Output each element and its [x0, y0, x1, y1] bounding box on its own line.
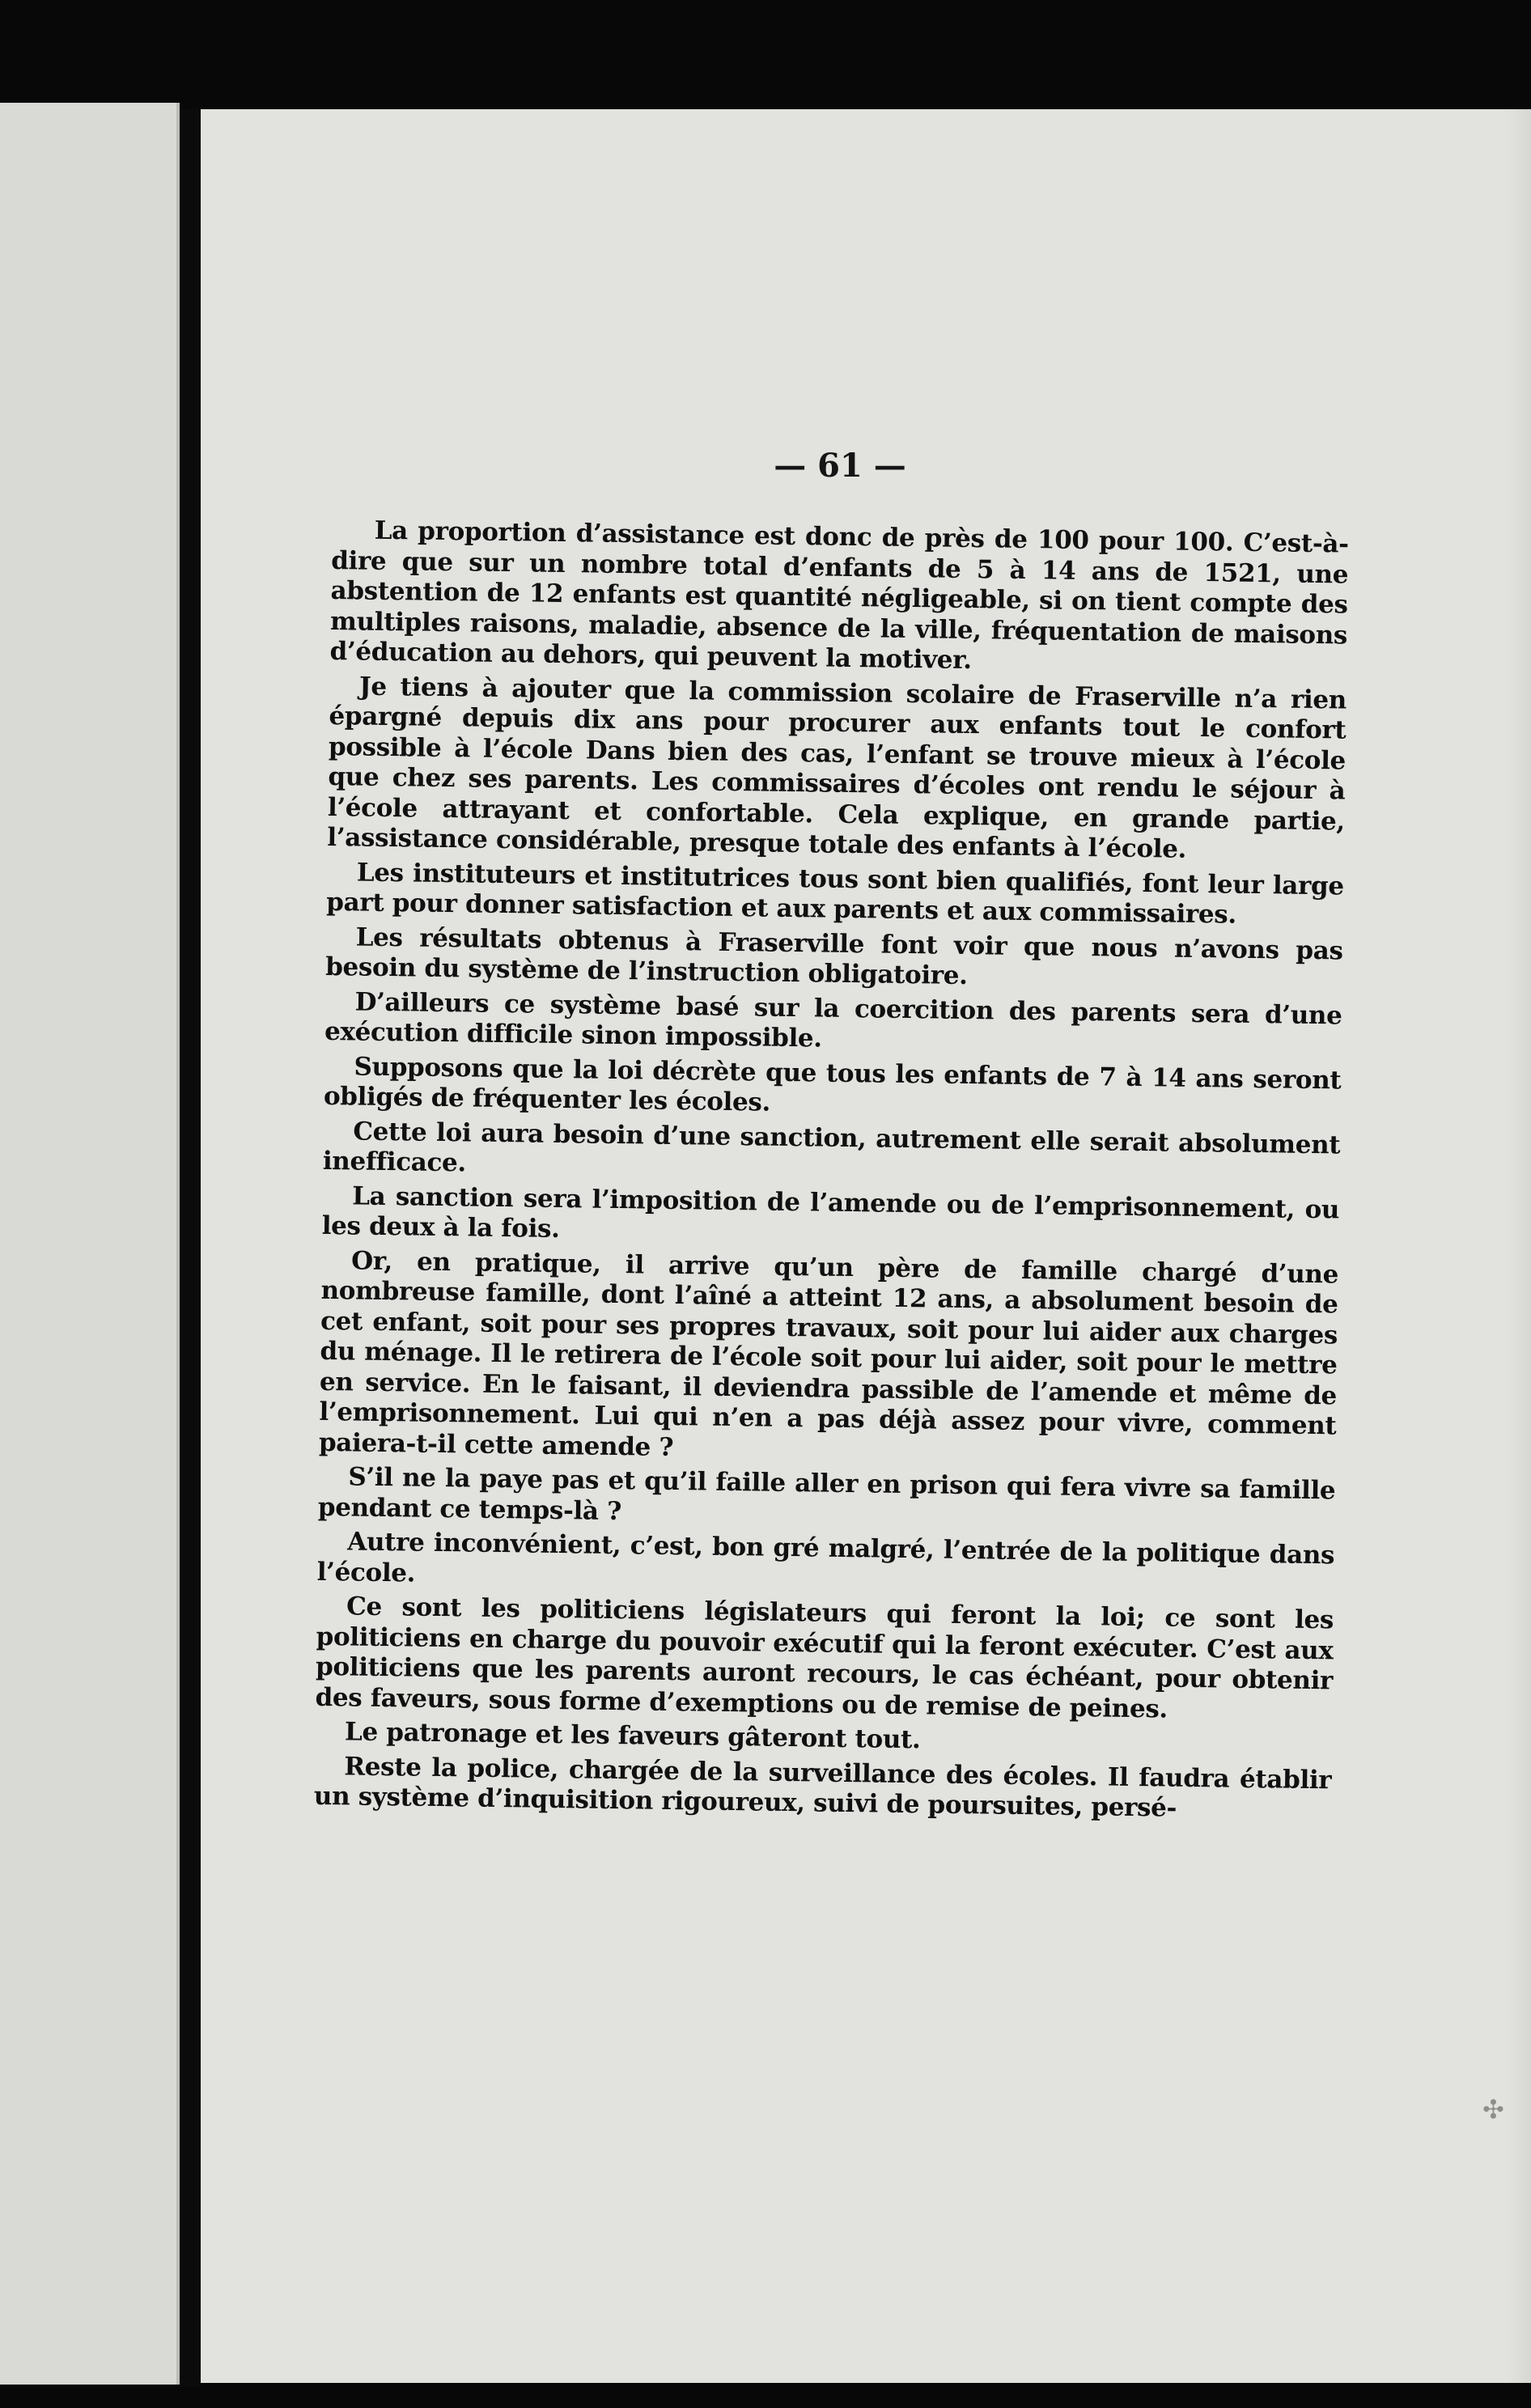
- paragraph-law-supposition: Supposons que la loi décrète que tous les enfants de 7 à 14 ans seront obligés de fréquenter les écoles.: [323, 1051, 1342, 1117]
- scan-artifact-icon: ✣: [1482, 2094, 1504, 2125]
- paragraph-police: Reste la police, chargée de la surveillance des écoles. Il faudra établir un système d’inquisition rigoureux, suivi de poursuites, persé-: [313, 1751, 1332, 1823]
- paragraph-sanction-type: La sanction sera l’imposition de l’amende ou de l’emprisonnement, ou les deux à la fois.: [321, 1181, 1340, 1244]
- paragraph-patronage: Le patronage et les faveurs gâteront tout.: [344, 1717, 921, 1755]
- paragraph-coercion: D’ailleurs ce système basé sur la coercition des parents sera d’une exécution difficile sinon impossible.: [324, 986, 1342, 1054]
- paragraph-school-commission: Je tiens à ajouter que la commission scolaire de Fraserville n’a rien épargné depuis dix ans pour procurer aux enfants tout le confort possible à l’école Dans bien des cas, l’enfant se trouve mieux à l’école que chez ses parents. Les commissaires d’écoles ont rendu le séjour à l’école attrayant et confortable. Cela explique, en grande partie, l’assistance considérable, presque totale des enfants à l’école.: [327, 671, 1347, 864]
- paragraph-politics: Autre inconvénient, c’est, bon gré malgré, l’entrée de la politique dans l’école.: [316, 1527, 1335, 1588]
- paragraph-politicians: Ce sont les politiciens législateurs qui feront la loi; ce sont les politiciens en charge du pouvoir exécutif qui la feront exécuter. C’est aux politiciens que les parents auront recours, le cas échéant, pour obtenir des faveurs, sous forme d’exemptions ou de remise de peines.: [315, 1592, 1334, 1724]
- paragraph-sanction-need: Cette loi aura besoin d’une sanction, autrement elle serait absolument inefficace.: [322, 1116, 1341, 1178]
- paragraph-assistance-proportion: La proportion d’assistance est donc de près de 100 pour 100. C’est-à-dire que sur un nombre total d’enfants de 5 à 14 ans de 1521, une abstention de 12 enfants est quantité négligeable, si on tient compte des multiples raisons, maladie, absence de la ville, fréquentation de maisons d’éducation au dehors, qui peuvent la motiver.: [329, 515, 1349, 676]
- paragraph-results: Les résultats obtenus à Fraserville font voir que nous n’avons pas besoin du système de l’instruction obligatoire.: [324, 922, 1343, 991]
- body-text: [314, 515, 1349, 1830]
- left-page-edge: [0, 103, 180, 2385]
- book-gutter-shadow: [180, 109, 201, 2387]
- page-number: — 61 —: [774, 447, 906, 485]
- paragraph-prison-question: S’il ne la paye pas et qu’il faille aller en prison qui fera vivre sa famille pendant ce temps-là ?: [317, 1462, 1336, 1526]
- document-page: [201, 109, 1531, 2383]
- paragraph-teachers: Les instituteurs et institutrices tous sont bien qualifiés, font leur large part pour donner satisfaction et aux parents et aux commissaires.: [326, 857, 1344, 930]
- paragraph-father-example: Or, en pratique, il arrive qu’un père de famille chargé d’une nombreuse famille, dont l’aîné a atteint 12 ans, a absolument besoin de cet enfant, soit pour ses propres travaux, soit pour lui aider aux charges du ménage. Il le retirera de l’école soit pour lui aider, soit pour le mettre en service. En le faisant, il deviendra passible de l’amende et même de l’emprisonnement. Lui qui n’en a pas déjà assez pour vivre, comment paiera-t-il cette amende ?: [318, 1245, 1339, 1462]
